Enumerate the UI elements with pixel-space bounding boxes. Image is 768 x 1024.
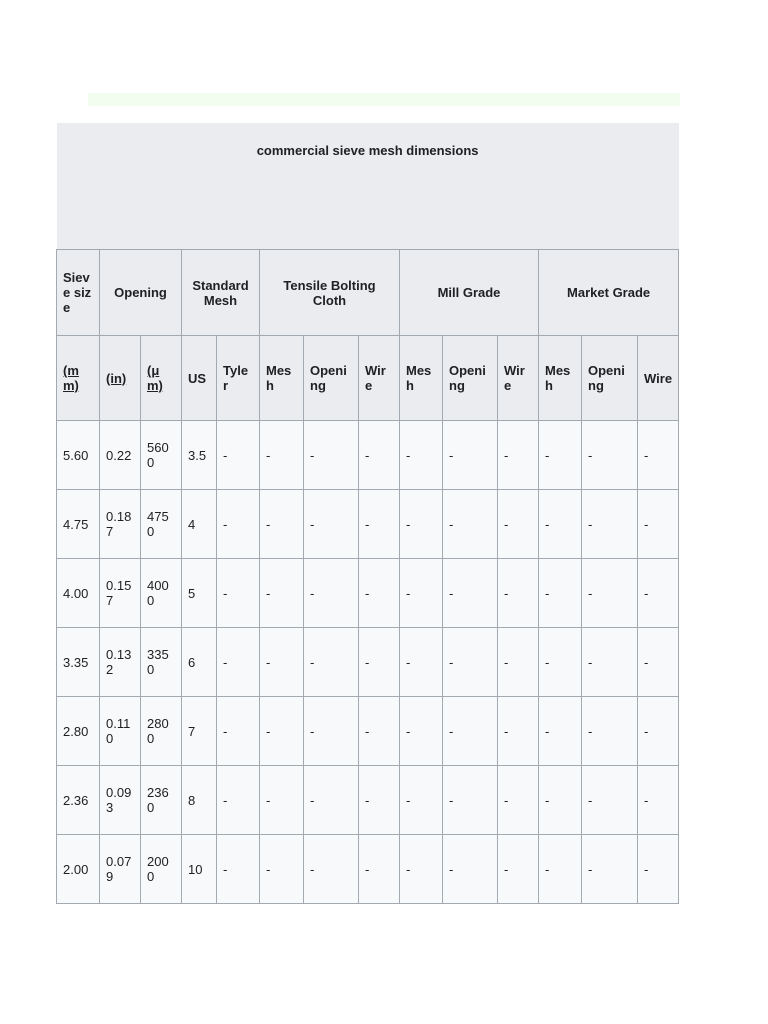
cell-market-wire: - [638, 628, 679, 697]
header-sieve-size: Sieve size [57, 250, 100, 336]
cell-tensile-mesh: - [260, 490, 304, 559]
cell-opening-um: 2800 [141, 697, 182, 766]
cell-opening-in: 0.093 [100, 766, 141, 835]
cell-tyler-mesh: - [217, 490, 260, 559]
cell-opening-um: 5600 [141, 421, 182, 490]
cell-opening-in: 0.187 [100, 490, 141, 559]
cell-tensile-opening: - [304, 559, 359, 628]
cell-market-opening: - [582, 628, 638, 697]
cell-market-mesh: - [539, 697, 582, 766]
unit-header-row [57, 336, 679, 421]
table-row [57, 421, 679, 490]
unit-in-link[interactable]: (in) [106, 370, 127, 386]
cell-opening-in: 0.157 [100, 559, 141, 628]
cell-tyler-mesh: - [217, 421, 260, 490]
cell-tensile-wire: - [359, 835, 400, 904]
cell-opening-um: 4000 [141, 559, 182, 628]
cell-mill-wire: - [498, 628, 539, 697]
cell-market-wire: - [638, 697, 679, 766]
market-opening-header: Opening [582, 336, 638, 421]
unit-um-link[interactable]: (μm) [147, 363, 163, 393]
market-mesh-header: Mesh [539, 336, 582, 421]
mill-opening-header: Opening [443, 336, 498, 421]
cell-sieve-size-mm: 2.36 [57, 766, 100, 835]
cell-tensile-opening: - [304, 628, 359, 697]
cell-us-mesh: 3.5 [182, 421, 217, 490]
table-row [57, 490, 679, 559]
unit-mm-header[interactable] [57, 336, 100, 421]
table-row [57, 766, 679, 835]
cell-us-mesh: 4 [182, 490, 217, 559]
cell-tensile-mesh: - [260, 628, 304, 697]
table-row [57, 628, 679, 697]
cell-tensile-opening: - [304, 421, 359, 490]
cell-market-wire: - [638, 421, 679, 490]
cell-tensile-mesh: - [260, 421, 304, 490]
cell-tensile-wire: - [359, 421, 400, 490]
cell-mill-opening: - [443, 490, 498, 559]
header-market-grade: Market Grade [539, 250, 679, 336]
cell-opening-in: 0.079 [100, 835, 141, 904]
cell-sieve-size-mm: 5.60 [57, 421, 100, 490]
unit-in-header[interactable] [100, 336, 141, 421]
cell-tensile-wire: - [359, 559, 400, 628]
cell-tensile-wire: - [359, 766, 400, 835]
cell-market-opening: - [582, 835, 638, 904]
cell-mill-mesh: - [400, 490, 443, 559]
market-wire-header: Wire [638, 336, 679, 421]
sieve-mesh-table [56, 123, 679, 904]
header-opening: Opening [100, 250, 182, 336]
cell-us-mesh: 5 [182, 559, 217, 628]
cell-us-mesh: 8 [182, 766, 217, 835]
cell-mill-mesh: - [400, 628, 443, 697]
cell-tensile-mesh: - [260, 559, 304, 628]
cell-tensile-wire: - [359, 490, 400, 559]
cell-sieve-size-mm: 4.00 [57, 559, 100, 628]
cell-opening-in: 0.132 [100, 628, 141, 697]
cell-tensile-wire: - [359, 628, 400, 697]
mill-wire-header: Wire [498, 336, 539, 421]
cell-market-opening: - [582, 559, 638, 628]
header-mill-grade: Mill Grade [400, 250, 539, 336]
cell-mill-wire: - [498, 490, 539, 559]
table-caption: commercial sieve mesh dimensions [57, 123, 679, 250]
cell-mill-opening: - [443, 766, 498, 835]
cell-tensile-mesh: - [260, 697, 304, 766]
tensile-opening-header: Opening [304, 336, 359, 421]
cell-tyler-mesh: - [217, 766, 260, 835]
cell-market-mesh: - [539, 421, 582, 490]
header-tensile-bolting-cloth: Tensile Bolting Cloth [260, 250, 400, 336]
cell-tyler-mesh: - [217, 559, 260, 628]
tensile-wire-header: Wire [359, 336, 400, 421]
header-standard-mesh: Standard Mesh [182, 250, 260, 336]
cell-mill-wire: - [498, 697, 539, 766]
unit-tyler-header: Tyler [217, 336, 260, 421]
unit-um-header[interactable] [141, 336, 182, 421]
cell-sieve-size-mm: 2.80 [57, 697, 100, 766]
unit-mm-link[interactable]: (mm) [63, 363, 79, 393]
cell-sieve-size-mm: 3.35 [57, 628, 100, 697]
table-body [57, 421, 679, 904]
cell-market-mesh: - [539, 835, 582, 904]
cell-mill-opening: - [443, 559, 498, 628]
cell-market-opening: - [582, 490, 638, 559]
unit-us-header: US [182, 336, 217, 421]
table-row [57, 559, 679, 628]
cell-market-mesh: - [539, 628, 582, 697]
cell-mill-mesh: - [400, 559, 443, 628]
cell-opening-um: 2360 [141, 766, 182, 835]
cell-sieve-size-mm: 4.75 [57, 490, 100, 559]
cell-mill-opening: - [443, 421, 498, 490]
cell-mill-mesh: - [400, 421, 443, 490]
notice-bar [88, 93, 680, 106]
cell-mill-opening: - [443, 628, 498, 697]
cell-us-mesh: 10 [182, 835, 217, 904]
cell-market-opening: - [582, 766, 638, 835]
cell-market-wire: - [638, 835, 679, 904]
cell-mill-opening: - [443, 697, 498, 766]
cell-market-mesh: - [539, 559, 582, 628]
cell-tyler-mesh: - [217, 697, 260, 766]
cell-mill-mesh: - [400, 766, 443, 835]
cell-market-mesh: - [539, 766, 582, 835]
cell-market-wire: - [638, 490, 679, 559]
cell-mill-wire: - [498, 766, 539, 835]
cell-mill-wire: - [498, 421, 539, 490]
table-row [57, 697, 679, 766]
cell-us-mesh: 7 [182, 697, 217, 766]
cell-opening-um: 3350 [141, 628, 182, 697]
cell-market-mesh: - [539, 490, 582, 559]
cell-mill-opening: - [443, 835, 498, 904]
group-header-row [57, 250, 679, 336]
cell-market-wire: - [638, 559, 679, 628]
cell-sieve-size-mm: 2.00 [57, 835, 100, 904]
cell-market-opening: - [582, 697, 638, 766]
cell-market-opening: - [582, 421, 638, 490]
cell-tensile-mesh: - [260, 835, 304, 904]
cell-tensile-mesh: - [260, 766, 304, 835]
cell-tyler-mesh: - [217, 628, 260, 697]
tensile-mesh-header: Mesh [260, 336, 304, 421]
cell-tensile-opening: - [304, 697, 359, 766]
cell-mill-wire: - [498, 559, 539, 628]
cell-tensile-wire: - [359, 697, 400, 766]
table-row [57, 835, 679, 904]
cell-tensile-opening: - [304, 766, 359, 835]
mill-mesh-header: Mesh [400, 336, 443, 421]
cell-market-wire: - [638, 766, 679, 835]
cell-tyler-mesh: - [217, 835, 260, 904]
cell-tensile-opening: - [304, 835, 359, 904]
cell-mill-mesh: - [400, 835, 443, 904]
cell-opening-um: 2000 [141, 835, 182, 904]
cell-mill-wire: - [498, 835, 539, 904]
cell-us-mesh: 6 [182, 628, 217, 697]
cell-opening-in: 0.22 [100, 421, 141, 490]
cell-opening-in: 0.110 [100, 697, 141, 766]
cell-mill-mesh: - [400, 697, 443, 766]
cell-opening-um: 4750 [141, 490, 182, 559]
cell-tensile-opening: - [304, 490, 359, 559]
